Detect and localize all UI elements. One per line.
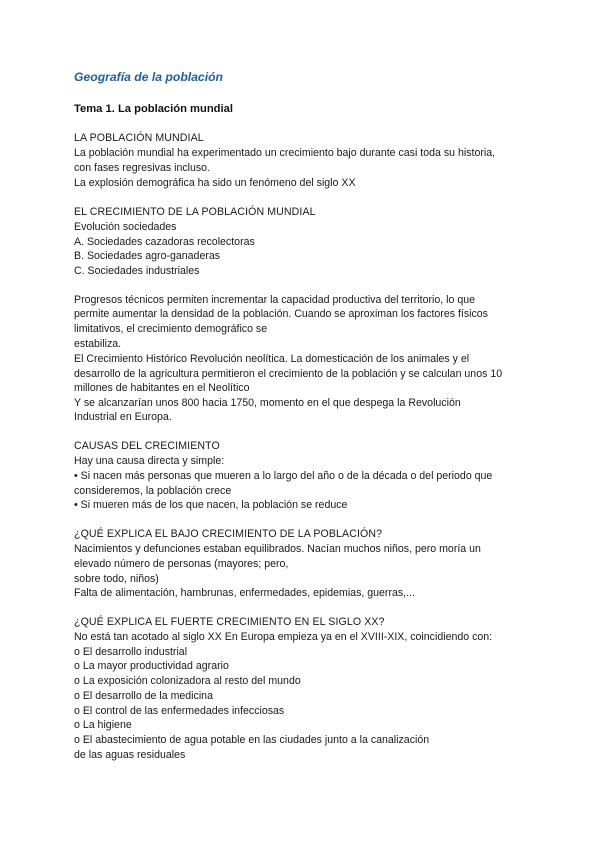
paragraph-line: Evolución sociedades [74,221,177,233]
paragraph-line: Nacimientos y defunciones estaban equilibrados. Nacían muchos niños, pero moría un [74,543,481,555]
list-item: B. Sociedades agro-ganaderas [74,250,221,262]
paragraph-line: permite aumentar la densidad de la población. Cuando se aproximan los factores físicos [74,308,488,320]
list-item: o La mayor productividad agrario [74,660,229,672]
list-item: o El abastecimiento de agua potable en las ciudades junto a la canalización [74,734,430,746]
list-item: o La exposición colonizadora al resto del mundo [74,675,301,687]
section-heading-crecimiento: EL CRECIMIENTO DE LA POBLACIÓN MUNDIAL [74,206,316,218]
paragraph-line: estabiliza. [74,338,122,350]
paragraph-line: millones de habitantes en el Neolítico [74,382,250,394]
paragraph-line: Y se alcanzarían unos 800 hacia 1750, momento en el que despega la Revolución [74,397,461,409]
paragraph-line: El Crecimiento Histórico Revolución neolítica. La domesticación de los animales y el [74,353,470,365]
paragraph-line: Hay una causa directa y simple: [74,455,225,467]
paragraph-line: con fases regresivas incluso. [74,162,211,174]
bullet-item: • Si mueren más de los que nacen, la población se reduce [74,499,348,511]
list-item: o El desarrollo de la medicina [74,690,213,702]
paragraph-line: Industrial en Europa. [74,411,172,423]
topic-title: Tema 1. La población mundial [74,103,233,115]
paragraph-line: Falta de alimentación, hambrunas, enfermedades, epidemias, guerras,... [74,587,415,599]
list-item: A. Sociedades cazadoras recolectoras [74,236,255,248]
paragraph-line: consideremos, la población crece [74,485,232,497]
section-heading-poblacion-mundial: LA POBLACIÓN MUNDIAL [74,132,204,144]
list-item: C. Sociedades industriales [74,265,200,277]
paragraph-line: La población mundial ha experimentado un crecimiento bajo durante casi toda su historia, [74,147,496,159]
bullet-item: • Si nacen más personas que mueren a lo largo del año o de la década o del periodo que [74,470,493,482]
paragraph-line: sobre todo, niños) [74,573,159,585]
section-heading-causas: CAUSAS DEL CRECIMIENTO [74,440,220,452]
paragraph-line: desarrollo de la agricultura permitieron el crecimiento de la población y se calculan unos 10 [74,368,503,380]
section-heading-bajo-crecimiento: ¿QUÉ EXPLICA EL BAJO CRECIMIENTO DE LA POBLACIÓN? [74,528,383,540]
list-item: o El control de las enfermedades infecciosas [74,705,285,717]
document-title: Geografía de la población [74,70,223,84]
list-item: o El desarrollo industrial [74,646,188,658]
paragraph-line: La explosión demográfica ha sido un fenómeno del siglo XX [74,177,356,189]
paragraph-line: limitativos, el crecimiento demográfico se [74,323,268,335]
paragraph-line: Progresos técnicos permiten incrementar la capacidad productiva del territorio, lo que [74,294,476,306]
list-item: o La higiene [74,719,132,731]
paragraph-line: de las aguas residuales [74,749,186,761]
paragraph-line: elevado número de personas (mayores; pero, [74,558,289,570]
section-heading-fuerte-crecimiento: ¿QUÉ EXPLICA EL FUERTE CRECIMIENTO EN EL SIGLO XX? [74,616,385,628]
paragraph-line: No está tan acotado al siglo XX En Europa empieza ya en el XVIII-XIX, coincidiendo con: [74,631,493,643]
